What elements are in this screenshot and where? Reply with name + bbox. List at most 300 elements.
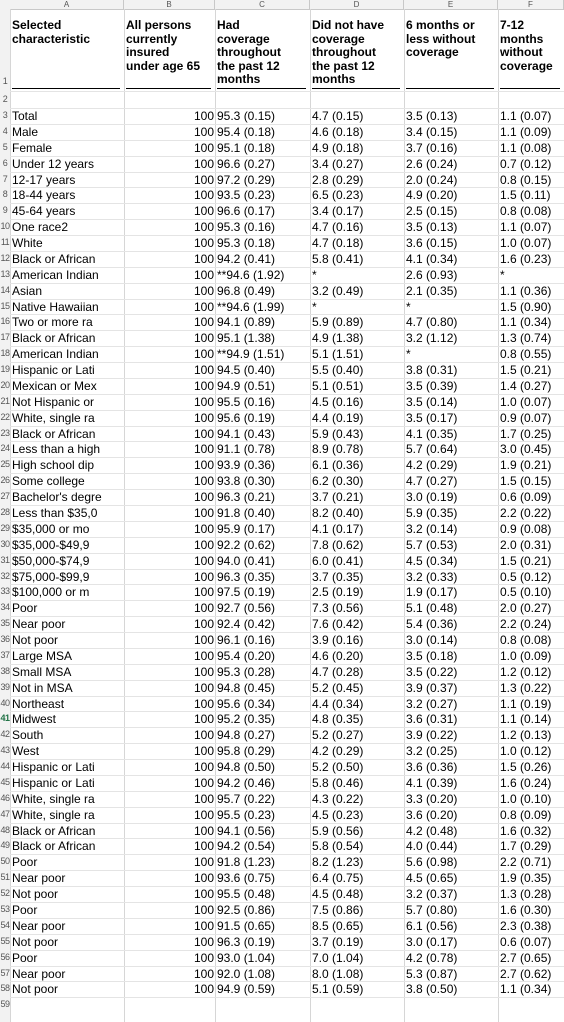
data-cell[interactable]: 4.1 (0.34) (406, 251, 458, 266)
data-cell[interactable]: 4.8 (0.35) (312, 712, 364, 727)
row-number[interactable]: 41 (0, 713, 10, 724)
data-cell[interactable]: 4.2 (0.48) (406, 823, 458, 838)
data-cell[interactable]: 97.2 (0.29) (217, 172, 276, 187)
data-cell[interactable]: 4.4 (0.19) (312, 410, 364, 425)
row-label-cell[interactable]: Hispanic or Lati (12, 760, 95, 775)
row-number[interactable]: 3 (2, 110, 8, 120)
row-label-cell[interactable]: $75,000-$99,9 (12, 569, 90, 584)
data-cell[interactable]: 5.1 (0.51) (312, 378, 364, 393)
row-number[interactable]: 17 (0, 332, 10, 343)
data-cell[interactable]: 4.7 (0.27) (406, 474, 458, 489)
row-number[interactable]: 14 (0, 284, 10, 295)
data-cell[interactable]: 7.3 (0.56) (312, 601, 364, 616)
data-cell[interactable]: 95.1 (1.38) (217, 331, 276, 346)
data-cell[interactable]: 4.9 (0.18) (312, 140, 364, 155)
data-cell[interactable]: 100 (193, 633, 214, 648)
row-number[interactable]: 10 (0, 221, 10, 232)
row-label-cell[interactable]: White, single ra (12, 807, 95, 822)
data-cell[interactable]: 1.1 (0.34) (500, 315, 552, 330)
data-cell[interactable]: 0.8 (0.15) (500, 172, 552, 187)
data-cell[interactable]: 3.8 (0.50) (406, 982, 458, 997)
data-cell[interactable]: 100 (193, 426, 214, 441)
row-label-cell[interactable]: Northeast (12, 696, 65, 711)
column-header-c[interactable]: C (215, 0, 310, 9)
data-cell[interactable]: 95.4 (0.20) (217, 648, 276, 663)
row-number[interactable]: 25 (0, 459, 10, 470)
data-cell[interactable]: 2.2 (0.24) (500, 617, 552, 632)
data-cell[interactable]: 3.8 (0.31) (406, 363, 458, 378)
data-cell[interactable]: 3.6 (0.36) (406, 760, 458, 775)
data-cell[interactable]: 1.0 (0.10) (500, 791, 552, 806)
data-cell[interactable]: 92.4 (0.42) (217, 617, 276, 632)
row-number[interactable]: 59 (0, 999, 10, 1010)
data-cell[interactable]: 1.1 (0.07) (500, 220, 552, 235)
data-cell[interactable]: 91.8 (1.23) (217, 855, 276, 870)
row-number[interactable]: 40 (0, 697, 10, 708)
data-cell[interactable]: 1.7 (0.29) (500, 839, 552, 854)
data-cell[interactable]: 5.7 (0.80) (406, 903, 458, 917)
data-cell[interactable]: 6.4 (0.75) (312, 871, 364, 886)
data-cell[interactable]: * (312, 299, 317, 314)
data-cell[interactable]: 2.2 (0.22) (500, 506, 552, 520)
data-cell[interactable]: 95.5 (0.23) (217, 807, 276, 822)
data-cell[interactable]: 6.0 (0.41) (312, 553, 364, 568)
column-header-f[interactable]: F (498, 0, 564, 9)
data-cell[interactable]: 1.9 (0.35) (500, 871, 552, 886)
data-cell[interactable]: 100 (193, 871, 214, 886)
row-label-cell[interactable]: Male (12, 124, 39, 139)
data-cell[interactable]: **94.6 (1.92) (217, 267, 285, 282)
data-cell[interactable]: 100 (193, 236, 214, 251)
data-cell[interactable]: 94.8 (0.27) (217, 728, 276, 743)
data-cell[interactable]: 4.1 (0.35) (406, 426, 458, 441)
data-cell[interactable]: 100 (193, 823, 214, 838)
row-number[interactable]: 46 (0, 792, 10, 803)
data-cell[interactable]: 100 (193, 521, 214, 536)
data-cell[interactable]: 6.1 (0.56) (406, 918, 458, 933)
data-cell[interactable]: 100 (193, 950, 214, 965)
data-cell[interactable]: 96.8 (0.49) (217, 283, 276, 298)
data-cell[interactable]: 95.4 (0.18) (217, 124, 276, 139)
row-label-cell[interactable]: High school dip (12, 458, 95, 473)
row-number[interactable]: 16 (0, 316, 10, 327)
row-number[interactable]: 20 (0, 379, 10, 390)
data-cell[interactable]: 1.5 (0.26) (500, 760, 552, 775)
data-cell[interactable]: 1.2 (0.12) (500, 664, 552, 679)
data-cell[interactable]: 4.6 (0.20) (312, 648, 364, 663)
row-label-cell[interactable]: 18-44 years (12, 188, 76, 203)
row-number[interactable]: 19 (0, 364, 10, 375)
data-cell[interactable]: 4.0 (0.44) (406, 839, 458, 854)
data-cell[interactable]: 4.2 (0.29) (406, 458, 458, 473)
data-cell[interactable]: 100 (193, 648, 214, 663)
data-cell[interactable]: 96.3 (0.21) (217, 490, 276, 505)
row-label-cell[interactable]: Not poor (12, 887, 59, 902)
row-number[interactable]: 8 (2, 189, 8, 200)
row-label-cell[interactable]: Not poor (12, 934, 59, 949)
data-cell[interactable]: 100 (193, 363, 214, 378)
data-cell[interactable]: 1.3 (0.22) (500, 680, 552, 695)
data-cell[interactable]: 100 (193, 315, 214, 330)
data-cell[interactable]: 4.5 (0.23) (312, 807, 364, 822)
row-label-cell[interactable]: Total (12, 109, 38, 123)
data-cell[interactable]: 94.1 (0.89) (217, 315, 276, 330)
data-cell[interactable]: 3.2 (0.25) (406, 744, 458, 759)
data-cell[interactable]: 100 (193, 394, 214, 409)
data-cell[interactable]: 95.9 (0.17) (217, 521, 276, 536)
data-cell[interactable]: 5.6 (0.98) (406, 855, 458, 870)
row-label-cell[interactable]: Near poor (12, 918, 66, 933)
data-cell[interactable]: 100 (193, 585, 214, 600)
data-cell[interactable]: 100 (193, 839, 214, 854)
data-cell[interactable]: 94.8 (0.45) (217, 680, 276, 695)
data-cell[interactable]: 6.5 (0.23) (312, 188, 364, 203)
data-cell[interactable]: 1.4 (0.27) (500, 378, 552, 393)
row-number[interactable]: 34 (0, 602, 10, 613)
row-number[interactable]: 56 (0, 951, 10, 962)
row-number[interactable]: 50 (0, 856, 10, 867)
data-cell[interactable]: 5.1 (1.51) (312, 347, 364, 362)
data-cell[interactable]: 1.6 (0.24) (500, 775, 552, 790)
row-label-cell[interactable]: West (12, 744, 40, 759)
data-cell[interactable]: 95.6 (0.34) (217, 696, 276, 711)
row-label-cell[interactable]: American Indian (12, 347, 99, 362)
data-cell[interactable]: 100 (193, 124, 214, 139)
data-cell[interactable]: 100 (193, 617, 214, 632)
header-cell-e[interactable]: 6 months or less without coverage (406, 19, 476, 59)
data-cell[interactable]: 100 (193, 934, 214, 949)
row-label-cell[interactable]: Midwest (12, 712, 57, 727)
data-cell[interactable]: 4.7 (0.28) (312, 664, 364, 679)
row-number[interactable]: 35 (0, 618, 10, 629)
data-cell[interactable]: 2.2 (0.71) (500, 855, 552, 870)
data-cell[interactable]: 100 (193, 458, 214, 473)
data-cell[interactable]: 100 (193, 696, 214, 711)
data-cell[interactable]: 1.9 (0.21) (500, 458, 552, 473)
row-number[interactable]: 32 (0, 570, 10, 581)
column-header-a[interactable]: A (10, 0, 124, 9)
data-cell[interactable]: 6.1 (0.36) (312, 458, 364, 473)
data-cell[interactable]: * (406, 347, 411, 362)
data-cell[interactable]: 4.5 (0.16) (312, 394, 364, 409)
data-cell[interactable]: 5.5 (0.40) (312, 363, 364, 378)
data-cell[interactable]: 3.2 (0.27) (406, 696, 458, 711)
header-cell-d[interactable]: Did not have coverage throughout the past 12 months (312, 19, 385, 86)
row-number[interactable]: 54 (0, 919, 10, 930)
data-cell[interactable]: 5.8 (0.54) (312, 839, 364, 854)
data-cell[interactable]: 3.5 (0.17) (406, 410, 458, 425)
row-label-cell[interactable]: South (12, 728, 44, 743)
data-cell[interactable]: 3.5 (0.39) (406, 378, 458, 393)
row-label-cell[interactable]: 12-17 years (12, 172, 76, 187)
data-cell[interactable]: 3.2 (1.12) (406, 331, 458, 346)
row-label-cell[interactable]: Near poor (12, 871, 66, 886)
row-label-cell[interactable]: $50,000-$74,9 (12, 553, 90, 568)
data-cell[interactable]: 1.5 (0.21) (500, 553, 552, 568)
column-header-b[interactable]: B (124, 0, 215, 9)
row-number[interactable]: 47 (0, 808, 10, 819)
row-label-cell[interactable]: Black or African (12, 426, 96, 441)
data-cell[interactable]: 3.0 (0.14) (406, 633, 458, 648)
data-cell[interactable]: 5.9 (0.89) (312, 315, 364, 330)
row-label-cell[interactable]: Black or African (12, 331, 96, 346)
data-cell[interactable]: 100 (193, 490, 214, 505)
data-cell[interactable]: 95.2 (0.35) (217, 712, 276, 727)
row-number[interactable]: 29 (0, 522, 10, 533)
row-number[interactable]: 52 (0, 888, 10, 899)
row-label-cell[interactable]: Hispanic or Lati (12, 775, 95, 790)
row-label-cell[interactable]: Asian (12, 283, 43, 298)
row-number[interactable]: 49 (0, 840, 10, 851)
data-cell[interactable]: 4.1 (0.39) (406, 775, 458, 790)
data-cell[interactable]: 3.7 (0.16) (406, 140, 458, 155)
row-number[interactable]: 30 (0, 538, 10, 549)
data-cell[interactable]: 5.2 (0.50) (312, 760, 364, 775)
data-cell[interactable]: 1.5 (0.11) (500, 188, 551, 203)
row-number[interactable]: 38 (0, 665, 10, 676)
data-cell[interactable]: 95.3 (0.18) (217, 236, 276, 251)
data-cell[interactable]: 1.0 (0.09) (500, 648, 552, 663)
data-cell[interactable]: 100 (193, 299, 214, 314)
data-cell[interactable]: 1.1 (0.34) (500, 982, 552, 997)
data-cell[interactable]: 4.9 (0.20) (406, 188, 458, 203)
row-label-cell[interactable]: White (12, 236, 43, 251)
data-cell[interactable]: 100 (193, 775, 214, 790)
row-number[interactable]: 22 (0, 411, 10, 422)
data-cell[interactable]: 100 (193, 537, 214, 552)
row-number[interactable]: 39 (0, 681, 10, 692)
data-cell[interactable]: 100 (193, 569, 214, 584)
data-cell[interactable]: 95.5 (0.48) (217, 887, 276, 902)
data-cell[interactable]: 5.7 (0.64) (406, 442, 458, 457)
data-cell[interactable]: 3.0 (0.19) (406, 490, 458, 505)
data-cell[interactable]: 100 (193, 760, 214, 775)
row-label-cell[interactable]: Black or African (12, 823, 96, 838)
data-cell[interactable]: 1.0 (0.07) (500, 236, 552, 251)
data-cell[interactable]: 1.0 (0.07) (500, 394, 552, 409)
data-cell[interactable]: 96.3 (0.19) (217, 934, 276, 949)
data-cell[interactable]: 5.1 (0.48) (406, 601, 458, 616)
row-label-cell[interactable]: Black or African (12, 839, 96, 854)
data-cell[interactable]: 100 (193, 251, 214, 266)
data-cell[interactable]: 0.6 (0.09) (500, 490, 552, 505)
data-cell[interactable]: 5.3 (0.87) (406, 966, 458, 981)
data-cell[interactable]: 100 (193, 220, 214, 235)
data-cell[interactable]: 0.8 (0.55) (500, 347, 552, 362)
row-label-cell[interactable]: Poor (12, 903, 38, 917)
data-cell[interactable]: 95.3 (0.15) (217, 109, 276, 123)
header-cell-b[interactable]: All persons currently insured under age 65 (126, 19, 201, 73)
data-cell[interactable]: 92.7 (0.56) (217, 601, 276, 616)
data-cell[interactable]: 3.5 (0.13) (406, 109, 458, 123)
data-cell[interactable]: 8.0 (1.08) (312, 966, 364, 981)
row-label-cell[interactable]: 45-64 years (12, 204, 76, 219)
row-number[interactable]: 31 (0, 554, 10, 565)
data-cell[interactable]: 100 (193, 331, 214, 346)
data-cell[interactable]: 3.0 (0.17) (406, 934, 458, 949)
column-header-e[interactable]: E (404, 0, 498, 9)
row-number[interactable]: 24 (0, 443, 10, 454)
row-label-cell[interactable]: Large MSA (12, 648, 73, 663)
row-number[interactable]: 43 (0, 745, 10, 756)
data-cell[interactable]: 3.5 (0.18) (406, 648, 458, 663)
row-label-cell[interactable]: White, single ra (12, 410, 95, 425)
data-cell[interactable]: 96.6 (0.27) (217, 156, 276, 171)
data-cell[interactable]: 1.0 (0.12) (500, 744, 552, 759)
data-cell[interactable]: 100 (193, 855, 214, 870)
data-cell[interactable]: 5.9 (0.56) (312, 823, 364, 838)
row-number[interactable]: 26 (0, 475, 10, 486)
data-cell[interactable]: 100 (193, 887, 214, 902)
data-cell[interactable]: 93.0 (1.04) (217, 950, 276, 965)
data-cell[interactable]: 4.7 (0.18) (312, 236, 364, 251)
row-number[interactable]: 2 (2, 94, 8, 104)
data-cell[interactable]: 5.1 (0.59) (312, 982, 364, 997)
data-cell[interactable]: 95.7 (0.22) (217, 791, 276, 806)
row-number[interactable]: 15 (0, 300, 10, 311)
data-cell[interactable]: 4.3 (0.22) (312, 791, 364, 806)
row-number[interactable]: 9 (2, 205, 8, 216)
data-cell[interactable]: 3.2 (0.14) (406, 521, 458, 536)
data-cell[interactable]: 1.1 (0.08) (500, 140, 552, 155)
data-cell[interactable]: 1.3 (0.28) (500, 887, 552, 902)
data-cell[interactable]: 100 (193, 903, 214, 917)
data-cell[interactable]: 93.8 (0.30) (217, 474, 276, 489)
row-number[interactable]: 23 (0, 427, 10, 438)
data-cell[interactable]: 100 (193, 172, 214, 187)
data-cell[interactable]: 4.5 (0.65) (406, 871, 458, 886)
row-label-cell[interactable]: One race2 (12, 220, 69, 235)
row-label-cell[interactable]: Not poor (12, 633, 59, 648)
row-label-cell[interactable]: Not poor (12, 982, 59, 997)
row-label-cell[interactable]: White, single ra (12, 791, 95, 806)
data-cell[interactable]: 5.9 (0.43) (312, 426, 364, 441)
data-cell[interactable]: 4.2 (0.78) (406, 950, 458, 965)
data-cell[interactable]: 1.2 (0.13) (500, 728, 552, 743)
data-cell[interactable]: 100 (193, 553, 214, 568)
data-cell[interactable]: 94.0 (0.41) (217, 553, 276, 568)
data-cell[interactable]: 94.9 (0.51) (217, 378, 276, 393)
data-cell[interactable]: 2.6 (0.93) (406, 267, 458, 282)
data-cell[interactable]: 1.5 (0.15) (500, 474, 552, 489)
data-cell[interactable]: 100 (193, 474, 214, 489)
data-cell[interactable]: 94.1 (0.43) (217, 426, 276, 441)
row-number[interactable]: 7 (2, 173, 8, 184)
row-label-cell[interactable]: Female (12, 140, 53, 155)
row-label-cell[interactable]: Poor (12, 950, 38, 965)
row-number[interactable]: 57 (0, 967, 10, 978)
data-cell[interactable]: 2.5 (0.15) (406, 204, 458, 219)
data-cell[interactable]: 3.6 (0.20) (406, 807, 458, 822)
data-cell[interactable]: 100 (193, 664, 214, 679)
data-cell[interactable]: 5.2 (0.45) (312, 680, 364, 695)
row-number[interactable]: 36 (0, 634, 10, 645)
data-cell[interactable]: 100 (193, 140, 214, 155)
data-cell[interactable]: 3.2 (0.49) (312, 283, 364, 298)
data-cell[interactable]: 2.6 (0.24) (406, 156, 458, 171)
data-cell[interactable]: 4.4 (0.34) (312, 696, 364, 711)
data-cell[interactable]: 93.9 (0.36) (217, 458, 276, 473)
data-cell[interactable]: 4.7 (0.16) (312, 220, 364, 235)
data-cell[interactable]: 93.6 (0.75) (217, 871, 276, 886)
data-cell[interactable]: 8.2 (1.23) (312, 855, 364, 870)
header-cell-c[interactable]: Had coverage throughout the past 12 months (217, 19, 281, 86)
data-cell[interactable]: 100 (193, 410, 214, 425)
data-cell[interactable]: 3.6 (0.31) (406, 712, 458, 727)
data-cell[interactable]: 4.1 (0.17) (312, 521, 364, 536)
row-number[interactable]: 55 (0, 935, 10, 946)
row-number[interactable]: 5 (2, 141, 8, 152)
row-label-cell[interactable]: Bachelor's degre (12, 490, 102, 505)
data-cell[interactable]: 100 (193, 680, 214, 695)
row-label-cell[interactable]: Less than $35,0 (12, 506, 98, 520)
data-cell[interactable]: 3.5 (0.22) (406, 664, 458, 679)
data-cell[interactable]: 4.5 (0.48) (312, 887, 364, 902)
data-cell[interactable]: 0.6 (0.07) (500, 934, 552, 949)
row-label-cell[interactable]: Not Hispanic or (12, 394, 95, 409)
data-cell[interactable]: 5.2 (0.27) (312, 728, 364, 743)
data-cell[interactable]: 3.5 (0.13) (406, 220, 458, 235)
data-cell[interactable]: 91.8 (0.40) (217, 506, 276, 520)
data-cell[interactable]: 100 (193, 204, 214, 219)
data-cell[interactable]: 8.2 (0.40) (312, 506, 364, 520)
row-label-cell[interactable]: Poor (12, 855, 38, 870)
data-cell[interactable]: 4.9 (1.38) (312, 331, 364, 346)
data-cell[interactable]: 1.6 (0.23) (500, 251, 552, 266)
data-cell[interactable]: 0.5 (0.12) (500, 569, 552, 584)
data-cell[interactable]: 3.7 (0.35) (312, 569, 364, 584)
data-cell[interactable]: 2.1 (0.35) (406, 283, 458, 298)
data-cell[interactable]: 0.5 (0.10) (500, 585, 552, 600)
data-cell[interactable]: 0.8 (0.09) (500, 807, 552, 822)
row-label-cell[interactable]: $35,000 or mo (12, 521, 90, 536)
row-number[interactable]: 45 (0, 776, 10, 787)
row-label-cell[interactable]: Less than a high (12, 442, 101, 457)
data-cell[interactable]: 7.5 (0.86) (312, 903, 364, 917)
data-cell[interactable]: 8.9 (0.78) (312, 442, 364, 457)
data-cell[interactable]: 100 (193, 791, 214, 806)
data-cell[interactable]: 93.5 (0.23) (217, 188, 276, 203)
data-cell[interactable]: 100 (193, 966, 214, 981)
data-cell[interactable]: 96.6 (0.17) (217, 204, 276, 219)
data-cell[interactable]: 100 (193, 506, 214, 520)
data-cell[interactable]: * (500, 267, 505, 282)
row-label-cell[interactable]: Mexican or Mex (12, 378, 97, 393)
data-cell[interactable]: 100 (193, 283, 214, 298)
row-number[interactable]: 44 (0, 761, 10, 772)
header-cell-a[interactable]: Selected characteristic (12, 19, 91, 46)
row-label-cell[interactable]: Near poor (12, 617, 66, 632)
data-cell[interactable]: 7.6 (0.42) (312, 617, 364, 632)
data-cell[interactable]: 2.7 (0.62) (500, 966, 552, 981)
row-number[interactable]: 13 (0, 268, 10, 279)
data-cell[interactable]: 92.5 (0.86) (217, 903, 276, 917)
row-number[interactable]: 21 (0, 395, 10, 406)
data-cell[interactable]: 1.6 (0.32) (500, 823, 552, 838)
data-cell[interactable]: 2.5 (0.19) (312, 585, 364, 600)
data-cell[interactable]: 100 (193, 378, 214, 393)
row-number[interactable]: 4 (2, 125, 8, 136)
data-cell[interactable]: 100 (193, 442, 214, 457)
data-cell[interactable]: 3.6 (0.15) (406, 236, 458, 251)
data-cell[interactable]: 5.8 (0.41) (312, 251, 364, 266)
data-cell[interactable]: 4.2 (0.29) (312, 744, 364, 759)
data-cell[interactable]: 97.5 (0.19) (217, 585, 276, 600)
data-cell[interactable]: 100 (193, 982, 214, 997)
data-cell[interactable]: 91.5 (0.65) (217, 918, 276, 933)
data-cell[interactable]: 0.9 (0.07) (500, 410, 552, 425)
data-cell[interactable]: 100 (193, 267, 214, 282)
